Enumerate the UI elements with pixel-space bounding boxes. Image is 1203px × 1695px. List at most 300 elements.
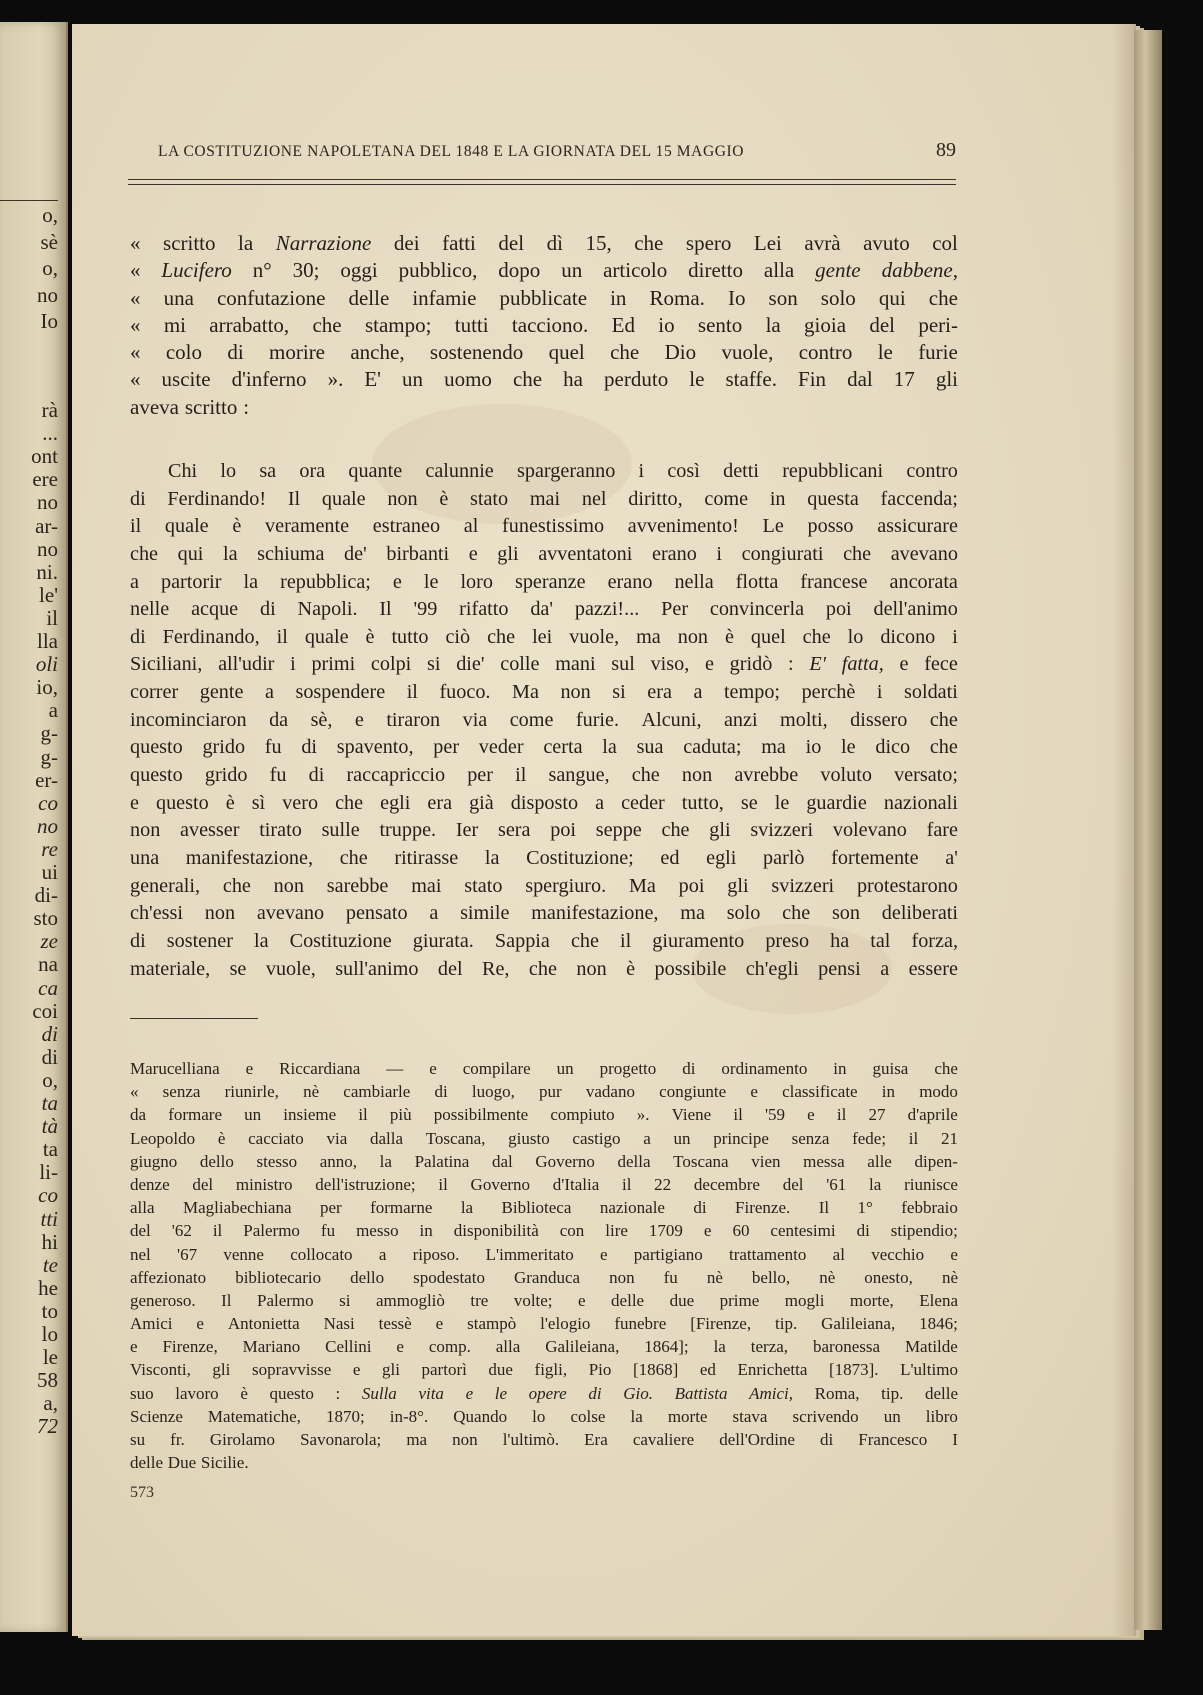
word: solo	[726, 902, 761, 925]
word: messa	[803, 1151, 845, 1171]
text-line	[130, 230, 958, 257]
word: guisa	[872, 1059, 909, 1078]
footnote-rule	[130, 1018, 258, 1019]
word: che	[512, 367, 543, 392]
previous-page-fragment: no	[37, 490, 58, 515]
word: a	[264, 681, 274, 704]
printer-signature-mark: 573	[130, 1484, 154, 1501]
word: manifestazione,	[531, 902, 659, 925]
text-line	[130, 1173, 958, 1196]
word: in	[610, 285, 627, 310]
previous-page-header-rule	[0, 200, 58, 201]
word: che	[661, 819, 690, 842]
word: e	[245, 1059, 254, 1078]
word: alla	[495, 1337, 521, 1357]
word: correr	[130, 681, 179, 704]
word: contro	[798, 340, 853, 365]
word: Riccardiana	[279, 1059, 361, 1078]
word: articolo	[603, 258, 668, 283]
word: prime	[719, 1290, 760, 1310]
word: tacciono.	[511, 312, 589, 337]
previous-page-fragment: g-	[40, 721, 58, 746]
word: di	[434, 1082, 448, 1102]
word: nella	[674, 570, 714, 593]
word: «	[130, 258, 141, 283]
word: mogli	[784, 1290, 825, 1310]
word: dì	[546, 231, 563, 255]
running-title: LA COSTITUZIONE NAPOLETANA DEL 1848 E LA GIORNATA DEL 15 MAGGIO	[158, 143, 745, 160]
word: senza	[162, 1082, 201, 1102]
word: pur	[539, 1082, 562, 1102]
word: pensi	[818, 957, 861, 980]
word: riunisce	[904, 1174, 958, 1194]
word: del	[498, 231, 525, 255]
word: il	[130, 515, 142, 538]
word: sospendere	[295, 681, 386, 704]
book-page	[72, 24, 1134, 1636]
word: a	[643, 1128, 651, 1148]
word: versato;	[894, 764, 958, 787]
word: loro	[460, 570, 493, 593]
previous-page-fragment: oli	[35, 652, 58, 677]
word: questo	[130, 736, 183, 759]
word: di	[259, 598, 276, 621]
word: i	[952, 625, 958, 648]
word: vero	[282, 791, 319, 814]
word: il	[212, 1221, 223, 1241]
word: 1°	[857, 1198, 873, 1218]
text-line	[130, 285, 958, 312]
word: che	[929, 708, 958, 731]
word: birbanti	[386, 542, 450, 565]
previous-page-fragment: tà	[41, 1114, 58, 1139]
word: e	[703, 1221, 712, 1241]
word: vuole,	[721, 340, 774, 365]
page-stack-edge	[1134, 30, 1162, 1630]
word: via	[326, 1128, 348, 1148]
word: giusto	[508, 1128, 550, 1148]
text-line	[130, 1382, 958, 1405]
word: ministro	[235, 1174, 293, 1194]
word: Viene	[671, 1105, 712, 1125]
word: quel	[750, 625, 786, 648]
word: avrà	[804, 231, 841, 255]
previous-page-fragment: to	[41, 1298, 58, 1323]
word: :	[335, 1383, 341, 1403]
word: messo	[356, 1221, 399, 1241]
word: Quando	[453, 1406, 508, 1426]
word: non	[204, 902, 236, 925]
previous-page-edge	[0, 22, 68, 1632]
word: «	[130, 312, 141, 337]
word: Narrazione	[275, 231, 372, 255]
word: 27	[868, 1105, 886, 1125]
word: e	[899, 653, 909, 676]
word: gli	[381, 1360, 400, 1380]
word: tutti	[454, 312, 489, 337]
word: forza,	[911, 929, 958, 952]
word: Napoli.	[297, 598, 358, 621]
word: sarebbe	[326, 874, 389, 897]
word: Governo	[470, 1174, 531, 1194]
word: lo	[220, 460, 237, 482]
word: E'	[809, 653, 826, 676]
word: d'Italia	[552, 1174, 600, 1194]
word: stato	[470, 487, 509, 510]
word: all'udir	[218, 653, 275, 676]
word: fede;	[852, 1128, 887, 1148]
word: dell'animo	[873, 598, 958, 621]
word: gente	[815, 258, 861, 283]
word: alla	[763, 258, 795, 283]
word: sul	[611, 653, 635, 676]
word: a	[130, 570, 139, 593]
previous-page-fragment: sto	[33, 906, 58, 931]
previous-page-fragment: a	[48, 698, 58, 723]
previous-page-fragment: lo	[41, 1322, 58, 1346]
previous-page-fragment: o,	[42, 1067, 58, 1092]
word: Era	[584, 1430, 608, 1449]
word: speranze	[514, 570, 586, 593]
previous-page-fragment: g-	[40, 744, 58, 769]
word: Per	[661, 598, 689, 621]
word: se	[740, 791, 758, 814]
word: il	[620, 929, 632, 952]
previous-page-fragment: ca	[38, 975, 58, 1000]
word: «	[130, 231, 141, 255]
word: che	[802, 625, 831, 648]
word: un	[673, 1128, 691, 1148]
word: Due	[167, 1453, 197, 1473]
word: qui	[878, 285, 906, 310]
word: Ed	[611, 312, 635, 337]
word: è	[439, 487, 449, 510]
word: furie	[918, 340, 958, 365]
word: pubblicate	[499, 285, 588, 310]
word: Visconti,	[130, 1360, 191, 1380]
text-line	[130, 1127, 958, 1150]
word: furie.	[575, 708, 620, 731]
word: protestarono	[856, 874, 958, 897]
word: lavoro	[175, 1383, 219, 1403]
word: fece	[924, 653, 958, 676]
word: uomo	[444, 367, 492, 392]
word: Matematiche,	[207, 1406, 301, 1426]
word: la	[630, 1406, 643, 1426]
word: è	[232, 515, 242, 538]
word: confutazione	[216, 285, 326, 310]
word: e	[130, 791, 139, 814]
word: fu	[320, 1221, 336, 1241]
word: preso	[765, 929, 810, 952]
word: la	[253, 929, 269, 952]
word: egli	[706, 846, 737, 869]
word: erano	[651, 542, 697, 565]
word: in	[419, 1221, 433, 1241]
word: stava	[732, 1406, 768, 1426]
word: ritirasse	[394, 846, 459, 869]
word: congiunte	[659, 1082, 727, 1102]
word: sera	[497, 819, 531, 842]
word: non	[452, 1430, 478, 1449]
word: colpi	[370, 653, 412, 676]
word: non	[681, 764, 713, 787]
word: 17	[893, 367, 915, 392]
word: e	[392, 570, 402, 593]
word: tempo;	[723, 681, 781, 704]
word: avrebbe	[734, 764, 799, 787]
word: detti	[723, 460, 759, 482]
word: possibilmente	[433, 1105, 529, 1125]
word: Governo	[535, 1151, 595, 1171]
previous-page-fragment: er-	[35, 767, 58, 792]
word: baronessa	[812, 1337, 881, 1357]
word: stipendio;	[890, 1221, 958, 1241]
word: Ferdinando!	[167, 487, 267, 510]
word: insieme	[283, 1105, 337, 1125]
word: sostener	[166, 929, 233, 952]
word: fu	[269, 764, 287, 787]
word: essere	[908, 957, 958, 980]
word: «	[130, 340, 141, 365]
word: sè,	[310, 708, 333, 731]
word: ed	[699, 1360, 716, 1380]
word: Lei	[753, 231, 782, 255]
word: dell'istruzione;	[315, 1174, 416, 1194]
word: che	[928, 285, 958, 310]
word: vien	[751, 1151, 781, 1171]
word: nè	[303, 1082, 320, 1102]
word: caduta;	[683, 736, 742, 759]
word: diritto,	[628, 487, 683, 510]
word: col	[932, 231, 958, 255]
word: non	[387, 487, 418, 510]
word: 21	[940, 1128, 958, 1148]
word: non	[130, 819, 161, 842]
word: mani	[555, 653, 596, 676]
page-edge-shading	[1112, 24, 1134, 1636]
word: cavaliere	[632, 1430, 695, 1449]
word: gli	[212, 1360, 231, 1380]
word: dell'Ordine	[719, 1430, 795, 1449]
word: spodestato	[413, 1267, 485, 1287]
previous-page-fragment: co	[38, 1183, 58, 1208]
word: e	[807, 1105, 815, 1125]
word: Leopoldo	[130, 1128, 196, 1148]
word: Il	[818, 1198, 830, 1218]
word: sull'animo	[335, 957, 419, 980]
word: grido	[202, 736, 246, 759]
previous-page-fragment: ar-	[35, 513, 58, 538]
word: del	[130, 1221, 151, 1241]
word: gli	[727, 874, 749, 897]
word: si	[427, 653, 441, 676]
word: con	[559, 1221, 585, 1241]
word: da	[130, 1105, 147, 1125]
word: sangue,	[548, 764, 610, 787]
word: —	[386, 1059, 404, 1078]
word: al	[463, 515, 479, 538]
word: opere	[528, 1383, 567, 1403]
word: da	[269, 708, 289, 731]
word: '59	[764, 1105, 786, 1125]
word: Girolamo	[209, 1430, 276, 1449]
word: il	[358, 1105, 368, 1125]
word: sostenendo	[429, 340, 524, 365]
word: '67	[177, 1244, 198, 1264]
word: già	[469, 791, 494, 814]
word: funestissimo	[502, 515, 605, 538]
word: d'aprile	[907, 1105, 958, 1125]
word: vecchio	[871, 1244, 925, 1264]
word: dabbene,	[881, 258, 958, 283]
word: morte,	[849, 1290, 894, 1310]
word: Il	[221, 1290, 232, 1310]
word: staffe.	[725, 367, 777, 392]
previous-page-fragment: li-	[39, 1160, 58, 1185]
word: io	[805, 736, 822, 759]
word: die'	[456, 653, 485, 676]
word: i	[638, 460, 645, 482]
word: ha	[830, 929, 850, 952]
word: stesso	[256, 1151, 298, 1171]
word: e	[468, 542, 478, 565]
word: è	[240, 1383, 248, 1403]
word: così	[667, 460, 700, 482]
word: del	[869, 312, 895, 337]
previous-page-fragment: re	[41, 836, 58, 861]
word: trattamento	[728, 1244, 807, 1264]
word: fortemente	[831, 846, 919, 869]
word: figli,	[534, 1360, 568, 1380]
word: veramente	[265, 515, 350, 538]
previous-page-fragment: no	[37, 282, 58, 307]
word: e	[396, 1337, 404, 1357]
word: se	[229, 957, 247, 980]
text-line	[130, 458, 958, 486]
word: un	[883, 1406, 901, 1426]
word: Sulla	[361, 1383, 397, 1403]
word: 15,	[585, 231, 612, 255]
word: e	[429, 1059, 437, 1078]
word: cacciato	[248, 1128, 304, 1148]
previous-page-fragment: di	[41, 1044, 58, 1069]
text-line	[130, 817, 958, 845]
word: «	[130, 285, 141, 310]
word: morire	[269, 340, 326, 365]
word: un	[556, 1059, 574, 1078]
word: '62	[171, 1221, 192, 1241]
word: delle	[348, 285, 390, 310]
word: Chi	[168, 460, 198, 482]
word: Il	[379, 598, 392, 621]
word: riposo.	[412, 1244, 460, 1264]
text-line	[130, 845, 958, 873]
previous-page-fragment: sè	[40, 229, 58, 254]
word: per	[319, 1198, 342, 1218]
word: Ma	[512, 681, 539, 704]
word: di	[308, 764, 325, 787]
word: [Firenze,	[690, 1314, 752, 1334]
word: il	[438, 1174, 448, 1194]
word: Costituzione;	[526, 846, 634, 869]
word: giugno	[130, 1151, 178, 1171]
word: Scienze	[130, 1406, 183, 1426]
word: «	[130, 1082, 139, 1102]
word: la	[602, 736, 617, 759]
word: spavento,	[336, 736, 414, 759]
word: ma	[761, 736, 786, 759]
word: stampo;	[364, 312, 432, 337]
word: ancorata	[889, 570, 958, 593]
word: si	[339, 1290, 351, 1310]
word: volevano	[832, 819, 907, 842]
word: de'	[344, 542, 367, 565]
previous-page-fragment: a,	[43, 1391, 58, 1416]
word: gridò	[729, 653, 773, 676]
word: le	[877, 340, 893, 365]
running-header	[128, 139, 956, 173]
word: tip.	[775, 1314, 798, 1334]
previous-page-fragment: di	[41, 1021, 58, 1046]
word: io	[658, 312, 675, 337]
word: avevano	[256, 902, 325, 925]
word: il	[276, 625, 288, 648]
previous-page-fragment: le'	[39, 582, 58, 607]
word: decembre	[693, 1174, 760, 1194]
word: dalla	[369, 1128, 404, 1148]
word: ch'egli	[745, 957, 799, 980]
word: :	[243, 394, 250, 419]
word: questa	[807, 487, 859, 510]
word: tessè	[378, 1314, 412, 1334]
word: bello,	[751, 1267, 791, 1287]
word: terza,	[750, 1337, 789, 1357]
word: convincerla	[709, 598, 805, 621]
word: a'	[945, 846, 958, 869]
word: grido	[204, 764, 248, 787]
word: che	[312, 312, 342, 337]
word: scritto	[163, 231, 216, 255]
word: mi	[163, 312, 186, 337]
word: :	[788, 653, 794, 676]
word: Nasi	[323, 1314, 355, 1334]
word: di	[301, 736, 318, 759]
previous-page-fragment: ...	[42, 421, 58, 446]
word: di	[682, 1059, 696, 1078]
word: dal	[491, 1151, 513, 1171]
word: 60	[732, 1221, 750, 1241]
word: alla	[130, 1198, 155, 1218]
word: lei	[532, 625, 553, 648]
previous-page-fragment: hi	[41, 1229, 58, 1254]
word: una	[130, 846, 160, 869]
word: questo	[155, 791, 209, 814]
word: e	[354, 708, 364, 731]
word: Firenze.	[735, 1198, 791, 1218]
previous-page-fragment: tti	[40, 1206, 58, 1231]
text-line	[130, 1335, 958, 1358]
previous-page-fragment: ere	[32, 467, 58, 492]
word: Siciliani,	[130, 653, 203, 676]
word: senza	[791, 1128, 830, 1148]
word: ciò	[445, 625, 471, 648]
previous-page-fragment: rà	[41, 398, 58, 422]
word: Marucelliana	[130, 1059, 220, 1078]
word: Il	[287, 487, 301, 510]
text-line	[130, 679, 958, 707]
text-line	[130, 1080, 958, 1103]
